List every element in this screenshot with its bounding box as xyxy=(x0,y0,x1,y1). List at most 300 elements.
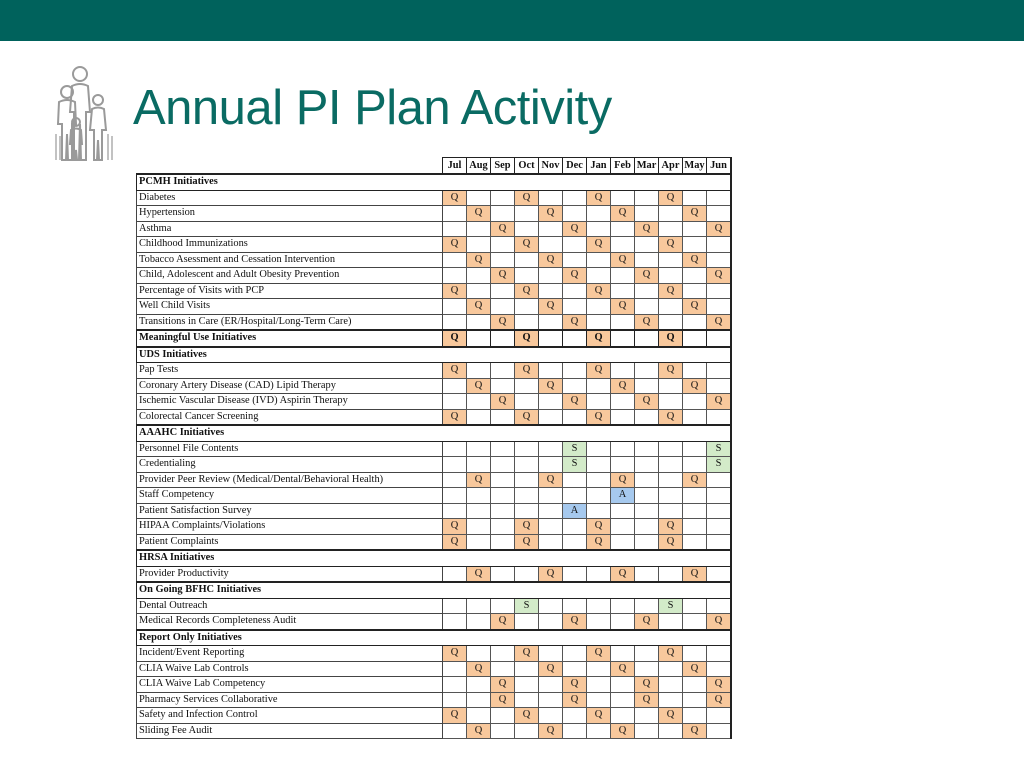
activity-cell xyxy=(611,409,635,425)
activity-cell xyxy=(587,503,611,519)
activity-cell: Q xyxy=(635,268,659,284)
activity-cell xyxy=(683,268,707,284)
activity-cell xyxy=(563,488,587,504)
activity-cell: S xyxy=(659,598,683,614)
initiative-row xyxy=(137,488,732,504)
activity-cell xyxy=(515,441,539,457)
activity-cell xyxy=(467,519,491,535)
activity-cell xyxy=(659,299,683,315)
initiative-row xyxy=(137,692,732,708)
activity-cell xyxy=(563,409,587,425)
activity-cell xyxy=(467,268,491,284)
activity-cell: Q xyxy=(443,409,467,425)
activity-cell xyxy=(467,221,491,237)
initiative-name: Dental Outreach xyxy=(137,598,443,614)
activity-cell xyxy=(707,237,732,253)
month-header-oct: Oct xyxy=(515,158,539,175)
initiative-name: Transitions in Care (ER/Hospital/Long-Term Care) xyxy=(137,314,443,330)
activity-cell xyxy=(563,661,587,677)
activity-cell xyxy=(467,237,491,253)
activity-cell: Q xyxy=(683,723,707,739)
activity-cell xyxy=(467,646,491,662)
section-title: On Going BFHC Initiatives xyxy=(137,582,732,598)
activity-cell xyxy=(563,534,587,550)
top-banner xyxy=(0,0,1024,41)
activity-cell xyxy=(539,646,563,662)
activity-cell: Q xyxy=(683,252,707,268)
initiative-name: Sliding Fee Audit xyxy=(137,723,443,739)
activity-cell xyxy=(635,472,659,488)
activity-cell xyxy=(563,363,587,379)
activity-cell xyxy=(443,692,467,708)
activity-cell xyxy=(635,598,659,614)
activity-cell xyxy=(491,519,515,535)
activity-cell xyxy=(539,394,563,410)
activity-cell xyxy=(683,283,707,299)
month-header-may: May xyxy=(683,158,707,175)
activity-cell xyxy=(563,708,587,724)
activity-cell xyxy=(515,614,539,630)
activity-cell xyxy=(491,488,515,504)
pi-plan-table xyxy=(136,157,732,739)
activity-cell: Q xyxy=(443,190,467,206)
initiative-name: HIPAA Complaints/Violations xyxy=(137,519,443,535)
activity-cell xyxy=(515,677,539,693)
activity-cell: Q xyxy=(587,646,611,662)
activity-cell xyxy=(443,221,467,237)
activity-cell: Q xyxy=(587,330,611,347)
month-header-aug: Aug xyxy=(467,158,491,175)
activity-cell: Q xyxy=(587,237,611,253)
activity-cell xyxy=(467,457,491,473)
month-header-jun: Jun xyxy=(707,158,732,175)
activity-cell xyxy=(491,252,515,268)
activity-cell xyxy=(635,503,659,519)
activity-cell xyxy=(659,503,683,519)
activity-cell xyxy=(443,661,467,677)
activity-cell: Q xyxy=(491,614,515,630)
activity-cell xyxy=(491,363,515,379)
activity-cell xyxy=(443,472,467,488)
activity-cell xyxy=(707,723,732,739)
activity-cell xyxy=(491,566,515,582)
activity-cell xyxy=(707,283,732,299)
initiative-row xyxy=(137,206,732,222)
activity-cell xyxy=(683,330,707,347)
section-header-row xyxy=(137,174,732,190)
activity-cell xyxy=(683,221,707,237)
activity-cell xyxy=(467,283,491,299)
activity-cell: Q xyxy=(539,472,563,488)
activity-cell xyxy=(539,614,563,630)
activity-cell xyxy=(443,252,467,268)
initiative-name: Tobacco Asessment and Cessation Intervention xyxy=(137,252,443,268)
activity-cell xyxy=(683,519,707,535)
initiative-row xyxy=(137,598,732,614)
activity-cell xyxy=(611,441,635,457)
activity-cell xyxy=(659,268,683,284)
activity-cell xyxy=(707,598,732,614)
initiative-name: Staff Competency xyxy=(137,488,443,504)
activity-cell xyxy=(563,566,587,582)
activity-cell: Q xyxy=(515,237,539,253)
activity-cell: Q xyxy=(635,221,659,237)
activity-cell: Q xyxy=(635,614,659,630)
activity-cell xyxy=(491,708,515,724)
initiative-name: Patient Complaints xyxy=(137,534,443,550)
activity-cell xyxy=(443,488,467,504)
activity-cell: Q xyxy=(515,190,539,206)
activity-cell xyxy=(683,441,707,457)
activity-cell xyxy=(707,472,732,488)
initiative-name: Credentialing xyxy=(137,457,443,473)
activity-cell xyxy=(635,363,659,379)
activity-cell: Q xyxy=(683,206,707,222)
activity-cell: Q xyxy=(683,661,707,677)
activity-cell xyxy=(491,206,515,222)
activity-cell xyxy=(443,598,467,614)
activity-cell xyxy=(563,190,587,206)
activity-cell xyxy=(635,237,659,253)
activity-cell xyxy=(683,237,707,253)
activity-cell: Q xyxy=(539,723,563,739)
activity-cell xyxy=(611,534,635,550)
activity-cell xyxy=(491,283,515,299)
section-header-row xyxy=(137,347,732,363)
activity-cell: Q xyxy=(443,363,467,379)
activity-cell: Q xyxy=(659,519,683,535)
initiative-row xyxy=(137,457,732,473)
activity-cell: Q xyxy=(635,394,659,410)
activity-cell: Q xyxy=(467,661,491,677)
activity-cell: Q xyxy=(563,394,587,410)
activity-cell xyxy=(683,692,707,708)
section-title: Report Only Initiatives xyxy=(137,630,732,646)
activity-cell: Q xyxy=(611,723,635,739)
activity-cell xyxy=(611,457,635,473)
activity-cell xyxy=(587,441,611,457)
activity-cell xyxy=(539,488,563,504)
section-header-row xyxy=(137,582,732,598)
activity-cell xyxy=(707,363,732,379)
activity-cell xyxy=(443,378,467,394)
activity-cell: Q xyxy=(515,534,539,550)
initiative-row xyxy=(137,330,732,347)
activity-cell xyxy=(587,723,611,739)
activity-cell xyxy=(467,330,491,347)
initiative-row xyxy=(137,314,732,330)
activity-cell: Q xyxy=(611,566,635,582)
activity-cell xyxy=(515,503,539,519)
activity-cell xyxy=(635,378,659,394)
activity-cell xyxy=(707,503,732,519)
activity-cell xyxy=(683,598,707,614)
month-header-jan: Jan xyxy=(587,158,611,175)
activity-cell: Q xyxy=(611,661,635,677)
initiative-name: Personnel File Contents xyxy=(137,441,443,457)
activity-cell: Q xyxy=(611,378,635,394)
activity-cell xyxy=(707,708,732,724)
activity-cell xyxy=(659,566,683,582)
activity-cell xyxy=(635,283,659,299)
activity-cell xyxy=(467,534,491,550)
activity-cell xyxy=(467,488,491,504)
activity-cell xyxy=(635,708,659,724)
activity-cell: Q xyxy=(707,394,732,410)
initiative-name: Safety and Infection Control xyxy=(137,708,443,724)
activity-cell xyxy=(467,614,491,630)
activity-cell xyxy=(587,598,611,614)
initiative-row xyxy=(137,646,732,662)
activity-cell xyxy=(443,503,467,519)
activity-cell: Q xyxy=(707,614,732,630)
initiative-name: Diabetes xyxy=(137,190,443,206)
activity-cell xyxy=(467,363,491,379)
activity-cell: Q xyxy=(443,534,467,550)
activity-cell xyxy=(491,330,515,347)
activity-cell xyxy=(707,190,732,206)
activity-cell xyxy=(563,519,587,535)
slide-title: Annual PI Plan Activity xyxy=(133,81,612,135)
activity-cell xyxy=(515,661,539,677)
activity-cell xyxy=(707,646,732,662)
activity-cell xyxy=(443,677,467,693)
activity-cell: Q xyxy=(467,566,491,582)
activity-cell xyxy=(491,441,515,457)
activity-cell xyxy=(587,488,611,504)
activity-cell xyxy=(539,708,563,724)
activity-cell: Q xyxy=(539,566,563,582)
activity-cell: S xyxy=(563,441,587,457)
activity-cell xyxy=(659,472,683,488)
activity-cell xyxy=(491,190,515,206)
initiative-row xyxy=(137,503,732,519)
activity-cell xyxy=(587,457,611,473)
activity-cell xyxy=(611,394,635,410)
initiative-name: Provider Peer Review (Medical/Dental/Behavioral Health) xyxy=(137,472,443,488)
activity-cell: Q xyxy=(611,252,635,268)
activity-cell xyxy=(515,206,539,222)
month-header-feb: Feb xyxy=(611,158,635,175)
initiative-name: Child, Adolescent and Adult Obesity Prevention xyxy=(137,268,443,284)
month-header-apr: Apr xyxy=(659,158,683,175)
activity-cell: Q xyxy=(707,314,732,330)
activity-cell xyxy=(611,598,635,614)
activity-cell: Q xyxy=(515,519,539,535)
activity-cell: Q xyxy=(443,330,467,347)
activity-cell: Q xyxy=(491,314,515,330)
activity-cell xyxy=(587,206,611,222)
initiative-row xyxy=(137,409,732,425)
activity-cell xyxy=(611,646,635,662)
activity-cell: Q xyxy=(563,268,587,284)
activity-cell xyxy=(611,692,635,708)
activity-cell: Q xyxy=(515,646,539,662)
initiative-name: Childhood Immunizations xyxy=(137,237,443,253)
activity-cell xyxy=(515,723,539,739)
activity-cell xyxy=(707,378,732,394)
activity-cell: Q xyxy=(515,409,539,425)
activity-cell xyxy=(659,206,683,222)
activity-cell: Q xyxy=(587,409,611,425)
initiative-name: Percentage of Visits with PCP xyxy=(137,283,443,299)
activity-cell: Q xyxy=(563,677,587,693)
activity-cell xyxy=(539,268,563,284)
activity-cell xyxy=(611,708,635,724)
activity-cell xyxy=(587,566,611,582)
activity-cell xyxy=(683,534,707,550)
activity-cell xyxy=(467,598,491,614)
activity-cell: Q xyxy=(443,646,467,662)
activity-cell xyxy=(443,206,467,222)
initiative-name: Meaningful Use Initiatives xyxy=(137,330,443,347)
activity-cell: Q xyxy=(683,472,707,488)
activity-cell xyxy=(587,314,611,330)
activity-cell xyxy=(467,190,491,206)
activity-cell xyxy=(515,692,539,708)
activity-cell xyxy=(611,519,635,535)
activity-cell: Q xyxy=(467,252,491,268)
activity-cell: Q xyxy=(515,330,539,347)
activity-cell xyxy=(587,221,611,237)
activity-cell xyxy=(659,692,683,708)
activity-cell xyxy=(491,503,515,519)
initiative-name: Well Child Visits xyxy=(137,299,443,315)
activity-cell xyxy=(587,677,611,693)
activity-cell: Q xyxy=(539,378,563,394)
activity-cell: A xyxy=(563,503,587,519)
initiative-name: Patient Satisfaction Survey xyxy=(137,503,443,519)
activity-cell: Q xyxy=(611,299,635,315)
activity-cell xyxy=(587,268,611,284)
activity-cell xyxy=(467,441,491,457)
activity-cell: Q xyxy=(707,692,732,708)
activity-cell: Q xyxy=(443,283,467,299)
activity-cell: Q xyxy=(491,692,515,708)
activity-cell xyxy=(659,488,683,504)
section-title: UDS Initiatives xyxy=(137,347,732,363)
initiative-row xyxy=(137,394,732,410)
activity-cell xyxy=(491,661,515,677)
month-header-row xyxy=(137,158,732,175)
activity-cell xyxy=(467,394,491,410)
activity-cell xyxy=(515,252,539,268)
activity-cell xyxy=(635,723,659,739)
activity-cell: Q xyxy=(659,708,683,724)
activity-cell: S xyxy=(707,457,732,473)
activity-cell xyxy=(707,661,732,677)
activity-cell xyxy=(563,723,587,739)
activity-cell: Q xyxy=(491,221,515,237)
activity-cell xyxy=(539,677,563,693)
section-header-row xyxy=(137,425,732,441)
activity-cell xyxy=(515,488,539,504)
initiative-row xyxy=(137,268,732,284)
activity-cell: S xyxy=(515,598,539,614)
activity-cell xyxy=(539,457,563,473)
initiative-row xyxy=(137,661,732,677)
activity-cell xyxy=(611,268,635,284)
activity-cell xyxy=(539,503,563,519)
activity-cell: S xyxy=(563,457,587,473)
activity-cell xyxy=(635,330,659,347)
initiative-row xyxy=(137,708,732,724)
activity-cell xyxy=(611,237,635,253)
activity-cell: Q xyxy=(539,252,563,268)
initiative-row xyxy=(137,566,732,582)
activity-cell xyxy=(707,330,732,347)
initiative-row xyxy=(137,472,732,488)
month-header-jul: Jul xyxy=(443,158,467,175)
activity-cell xyxy=(659,661,683,677)
family-icon xyxy=(50,64,116,164)
activity-cell xyxy=(467,409,491,425)
activity-cell xyxy=(659,221,683,237)
activity-cell xyxy=(443,314,467,330)
activity-cell xyxy=(515,378,539,394)
activity-cell xyxy=(611,363,635,379)
activity-cell: Q xyxy=(659,330,683,347)
activity-cell xyxy=(659,614,683,630)
activity-cell xyxy=(587,299,611,315)
activity-cell: Q xyxy=(587,519,611,535)
initiative-name: Provider Productivity xyxy=(137,566,443,582)
activity-cell xyxy=(683,409,707,425)
activity-cell xyxy=(707,488,732,504)
activity-cell: Q xyxy=(467,378,491,394)
activity-cell: Q xyxy=(443,237,467,253)
activity-cell xyxy=(659,441,683,457)
activity-cell xyxy=(539,190,563,206)
activity-cell xyxy=(515,566,539,582)
activity-cell xyxy=(683,488,707,504)
activity-cell xyxy=(587,394,611,410)
initiative-name: Asthma xyxy=(137,221,443,237)
activity-cell: Q xyxy=(491,268,515,284)
activity-cell: Q xyxy=(539,661,563,677)
activity-cell xyxy=(635,206,659,222)
activity-cell xyxy=(563,283,587,299)
activity-cell: Q xyxy=(515,708,539,724)
activity-cell xyxy=(491,299,515,315)
initiative-row xyxy=(137,252,732,268)
activity-cell xyxy=(491,409,515,425)
activity-cell: Q xyxy=(515,363,539,379)
activity-cell xyxy=(563,206,587,222)
section-title: HRSA Initiatives xyxy=(137,550,732,566)
initiative-row xyxy=(137,299,732,315)
activity-cell xyxy=(563,252,587,268)
activity-cell xyxy=(659,378,683,394)
activity-cell: Q xyxy=(611,206,635,222)
activity-cell: S xyxy=(707,441,732,457)
activity-cell xyxy=(587,252,611,268)
activity-cell xyxy=(611,190,635,206)
initiative-row xyxy=(137,378,732,394)
activity-cell: Q xyxy=(659,646,683,662)
initiative-name: Incident/Event Reporting xyxy=(137,646,443,662)
activity-cell: A xyxy=(611,488,635,504)
activity-cell xyxy=(659,723,683,739)
activity-cell xyxy=(611,330,635,347)
activity-cell xyxy=(635,252,659,268)
activity-cell xyxy=(611,221,635,237)
activity-cell xyxy=(683,708,707,724)
activity-cell: Q xyxy=(539,299,563,315)
activity-cell: Q xyxy=(659,237,683,253)
activity-cell: Q xyxy=(659,409,683,425)
initiative-name: Hypertension xyxy=(137,206,443,222)
